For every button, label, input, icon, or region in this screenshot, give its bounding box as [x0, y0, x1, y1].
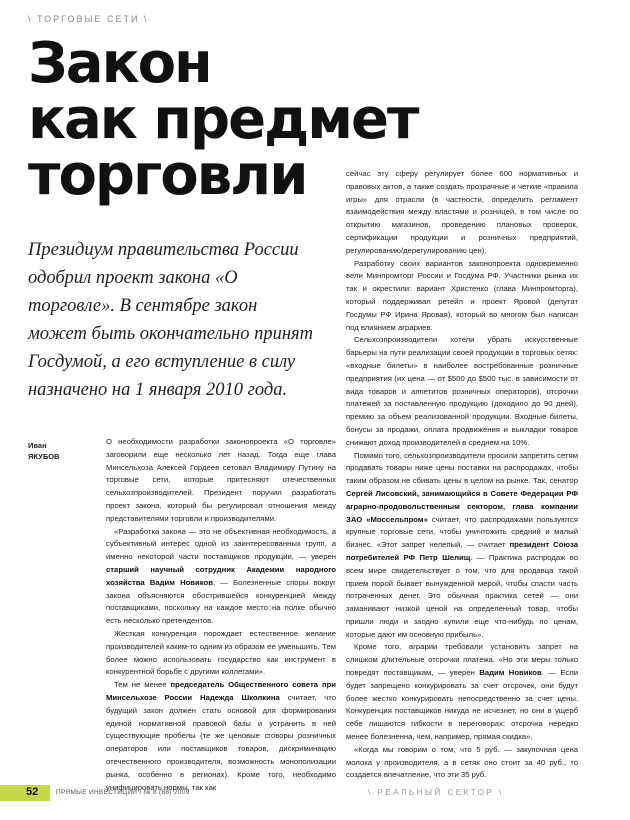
body-column-2	[346, 168, 578, 782]
quoted-person: председатель Общественного совета при Минсельхозе России Надежда Школкина	[106, 680, 337, 702]
section-label: \ РЕАЛЬНЫЙ СЕКТОР \	[368, 788, 504, 797]
title-line-3: торговли	[28, 143, 307, 208]
paragraph: «Разработка закона — это не объективная необходимость, а субъективный интерес одной из заинтересованных групп, а именно некоторой части поставщиков продукции, — уверен старший научный сотрудник Академии народного хозяйства Вадим Новиков. — Болезненные споры вокруг закона объясняются обострившейся конкуренцией между поставщиками, поскольку на каждое место на полке обычно есть несколько претендентов.	[106, 526, 336, 626]
rubric-label: \ ТОРГОВЫЕ СЕТИ \	[28, 14, 149, 24]
paragraph: Тем не менее председатель Общественного совета при Минсельхозе России Надежда Школкина считает, что будущий закон должен стать основой для формирования единой нормативной правовой базы и устранить в ней существующие пробелы (те же ценовые сговоры розничных операторов или поставщиков товаров, дискриминацию отечественного производителя, возможность монополизации рынка, особенно в регионах). Кроме того, необходимо унифицировать нормы, так как	[106, 680, 337, 792]
quoted-person: старший научный сотрудник Академии народного хозяйства Вадим Новиков	[106, 564, 336, 587]
paragraph: сейчас эту сферу регулирует более 600 нормативных и правовых актов, а также создать прозрачные и четкие «правила игры» для отрасли (в частности, определить регламент взаимодействия между властями и розницей, в том числе по открытию магазинов, проведению плановых проверок, сертификации продукции и розничных предприятий, регулированию/дерегулированию цен).	[346, 169, 578, 255]
paragraph: Помимо того, сельхозпроизводители просили запретить сетям продавать товары ниже цены поставки на распродажах, чтобы таким образом не сбивать цены в целом на рынке. Так, сенатор Сергей Лисовский, занимающийся в Совете Федерации РФ аграрно-продовольственным сектором, глава компании ЗАО «Моссельпром» считает, что распродажами пользуются крупные торговые сети, чтобы уничтожить средний и малый бизнес. «Этот запрет нелепый, — считает президент Союза потребителей РФ Петр Шелищ. — Практика распродаж во всем мире свидетельствует о том, что для продавца такой прием порой бывает вынужденной мерой, чтобы спасти часть потраченных денег. Это обычная практика сетей — они заманивают низкой ценой на определенный товар, чтобы пришли люди и заодно купили еще что-нибудь по ценам, которые дают им основную прибыль».	[346, 450, 578, 639]
quoted-person: президент Союза потребителей РФ Петр Шелищ	[346, 540, 578, 562]
magazine-issue: ПРЯМЫЕ ИНВЕСТИЦИИ / № 8 (88) 2009	[56, 789, 190, 796]
body-column-1	[106, 436, 336, 794]
article-lead: Президиум правительства России одобрил проект закона «О торговле». В сентябре закон может быть окончательно принят Госдумой, а его вступление в силу назначено на 1 января 2010 года.	[28, 240, 313, 400]
author-last-name: ЯКУБОВ	[28, 452, 60, 461]
paragraph: Жесткая конкуренция порождает естественное желание производителей каким-то одним из образом ее уменьшить. Тем более можно использовать государство как инструмент в конкурентной борьбе с другими коллегами».	[106, 628, 336, 677]
page-number-tab	[0, 785, 50, 801]
quoted-person: Вадим Новиков	[479, 668, 542, 678]
paragraph: Кроме того, аграрии требовали установить запрет на слишком длительные отсрочки платежа. «Но эти меры только повредят поставщикам, — уверен Вадим Новиков. — Если будет запрещено конкурировать за счет отсрочек, они будут более жестко конкурировать непосредственно за счет цены. Конкуренция поставщиков никуда не исчезнет, но они в ущерб себе лишаются гибкости в переговорах: отсрочка нередко менее болезненна, чем, например, прямая скидка».	[346, 642, 578, 742]
paragraph: Разработку своих вариантов законопроекта одновременно вели Минпромторг России и Госдума РФ. Участники рынка их так и окрестили: вариант Христенко (глава Минпромторга), который поддерживал ретейл и проект Яровой (депутат Госдумы РФ Ирина Яровая), который во многом был написан под влиянием аграриев.	[346, 258, 578, 332]
page-number: 52	[26, 786, 39, 798]
author-first-name: Иван	[28, 441, 47, 450]
article-title	[28, 31, 418, 208]
paragraph: О необходимости разработки законопроекта «О торговле» заговорили еще несколько лет назад. Тогда еще глава Минсельхоза Алексей Гордеев сетовал Владимиру Путину на торговые сети, которые притесняют отечественных сельхозпроизводителей. Президент поручил разработать проект закона, который бы регулировал отношения между представителями торговли и производителями.	[106, 437, 336, 523]
paragraph: Сельхозпроизводители хотели убрать искусственные барьеры на пути реализации своей продукции в торговых сетях: «входные билеты» в наиболее востребованные розничные предприятия (их цена — от $500 до $500 тыс. в зависимости от вида товаров и аппетитов розничных операторов), отсрочки платежей за поставленную продукцию (доходило до 90 дней), премию за объем реализованной продукции. Входные билеты, бонусы за продажи, оплата продвижения и выкладки товаров снижают доход производителей в среднем на 10%.	[346, 335, 578, 447]
author-byline	[28, 440, 92, 462]
paragraph: «Когда мы говорим о том, что 5 руб. — закупочная цена молока у производителя, а в сетях оно стоит за 40 руб., то создается впечатление, что эти 35 руб.	[346, 744, 578, 780]
title-line-2: как предмет	[28, 87, 418, 152]
quoted-person: Сергей Лисовский, занимающийся в Совете Федерации РФ аграрно-продовольственным сектором, глава компании ЗАО «Моссельпром»	[346, 488, 578, 524]
title-line-1: Закон	[28, 31, 211, 96]
